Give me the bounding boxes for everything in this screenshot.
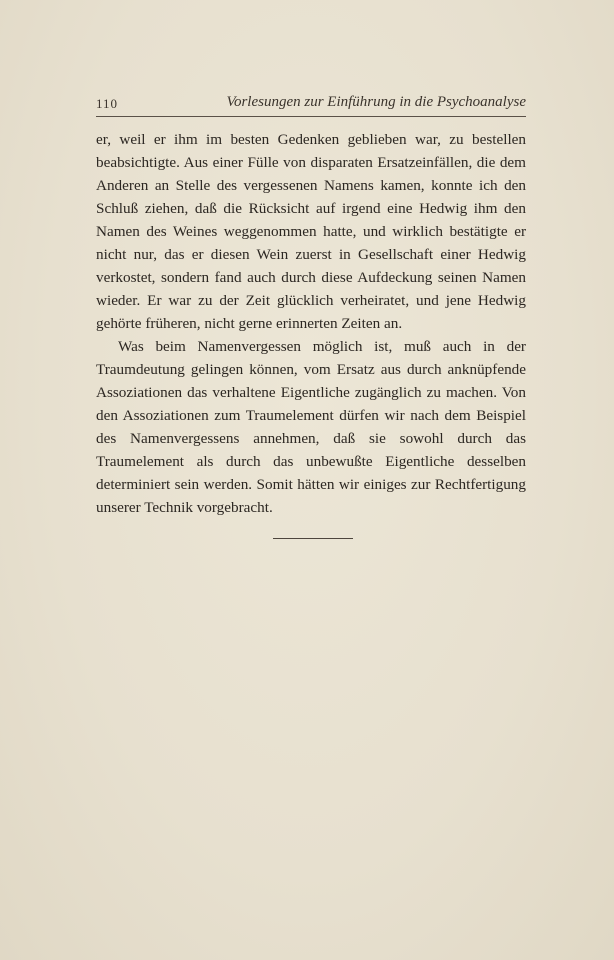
section-end-rule <box>273 538 353 539</box>
body-text <box>96 128 526 519</box>
page-number: 110 <box>96 96 119 111</box>
running-title: Vorlesungen zur Einführung in die Psychoanalyse <box>226 94 526 110</box>
paragraph: Was beim Namenvergessen möglich ist, muß auch in der Traumdeutung gelingen können, vom Ersatz aus durch anknüpfende Assoziationen das verhaltene Eigentliche zugänglich zu machen. Von den Assoziationen zum Traumelement dürfen wir nach dem Beispiel des Namenvergessens annehmen, daß sie sowohl durch das Traumelement als durch das unbewußte Eigentliche desselben determiniert sein werden. Somit hätten wir einiges zur Rechtfertigung unserer Technik vorgebracht. <box>96 338 526 516</box>
paragraph: er, weil er ihm im besten Gedenken geblieben war, zu bestellen beabsichtigte. Aus einer Fülle von disparaten Ersatzeinfällen, die dem Anderen an Stelle des vergessenen Namens kamen, konnte ich den Schluß ziehen, daß die Rücksicht auf irgend eine Hedwig ihm den Namen des Weines weggenommen hatte, und wirklich bestätigte er nicht nur, das er diesen Wein zuerst in Gesellschaft einer Hedwig verkostet, sondern fand auch durch diese Aufdeckung seinen Namen wieder. Er war zu der Zeit glücklich verheiratet, und jene Hedwig gehörte früheren, nicht gerne erinnerten Zeiten an. <box>96 131 526 332</box>
running-header <box>96 94 526 117</box>
